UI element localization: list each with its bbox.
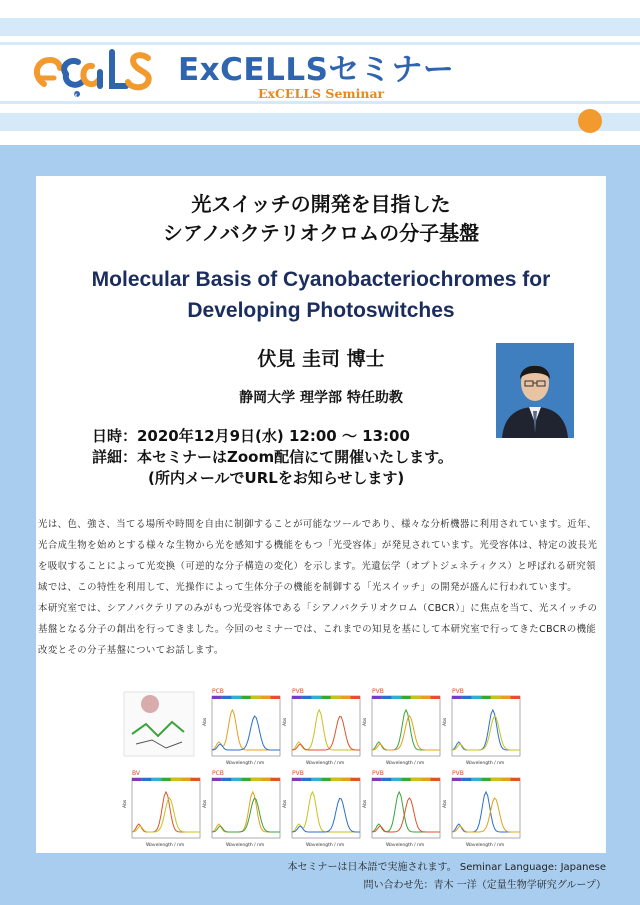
spectrum-color-bar-segment (212, 778, 222, 781)
footer-contact: 問い合わせ先：青木 一洋（定量生物学研究グループ） (363, 880, 606, 891)
absorption-spectra-figure (122, 684, 534, 850)
spectrum-color-bar-segment (292, 778, 302, 781)
spectrum-color-bar-segment (161, 778, 171, 781)
spectrum-color-bar-segment (292, 696, 302, 699)
spectrum-y-axis-label: Abs (203, 799, 208, 808)
spectrum-color-bar-segment (350, 778, 360, 781)
spectrum-panel-label: PCB (212, 770, 224, 777)
spectrum-color-bar-segment (411, 696, 421, 699)
spectrum-color-bar-segment (190, 778, 200, 781)
spectrum-panel-label: PVB (452, 770, 464, 777)
spectrum-color-bar-segment (231, 696, 241, 699)
spectrum-panel-label: PVB (372, 770, 384, 777)
spectrum-color-bar-segment (471, 696, 481, 699)
spectrum-color-bar-segment (471, 778, 481, 781)
spectrum-color-bar-segment (491, 778, 501, 781)
spectrum-color-bar-segment (430, 778, 440, 781)
spectrum-panel-label: PVB (372, 688, 384, 695)
spectrum-color-bar-segment (430, 696, 440, 699)
abstract (38, 514, 604, 661)
spectrum-panel (212, 696, 280, 756)
talk-title-english (36, 264, 606, 326)
spectrum-color-bar-segment (350, 696, 360, 699)
spectrum-x-axis-label: Wavelength / nm (226, 843, 265, 848)
spectrum-color-bar-segment (382, 778, 392, 781)
abstract-paragraph-2: 本研究室では、シアノバクテリアのみがもつ光受容体である「シアノバクテリオクロム（CBCR）」に焦点を当て、光スイッチの基盤となる分子の創出を行ってきました。今回のセミナーでは、これまでの知見を基にして本研究室で行ってきたCBCRの機能改変とその分子基盤についてお話します。 (38, 603, 598, 656)
spectrum-y-axis-label: Abs (363, 799, 368, 808)
spectrum-color-bar-segment (270, 778, 280, 781)
header-stripe-top (0, 18, 640, 36)
spectrum-y-axis-label: Abs (283, 799, 288, 808)
spectrum-color-bar-segment (401, 778, 411, 781)
spectrum-x-axis-label: Wavelength / nm (466, 843, 505, 848)
spectrum-color-bar-segment (151, 778, 161, 781)
spectrum-panel-label: BV (132, 770, 141, 777)
spectrum-x-axis-label: Wavelength / nm (386, 761, 425, 766)
spectrum-color-bar-segment (241, 778, 251, 781)
spectrum-color-bar-segment (261, 778, 271, 781)
talk-title-jp-line1: 光スイッチの開発を目指した (191, 192, 451, 216)
spectrum-color-bar-segment (222, 696, 232, 699)
spectrum-y-axis-label: Abs (443, 717, 448, 726)
event-details (92, 426, 453, 489)
spectrum-color-bar-segment (452, 778, 462, 781)
spectrum-color-bar-segment (382, 696, 392, 699)
spectrum-color-bar-segment (391, 778, 401, 781)
spectrum-color-bar-segment (212, 696, 222, 699)
spectrum-color-bar-segment (421, 696, 431, 699)
spectrum-x-axis-label: Wavelength / nm (306, 843, 345, 848)
spectrum-color-bar-segment (222, 778, 232, 781)
spectrum-color-bar-segment (341, 696, 351, 699)
spectrum-x-axis-label: Wavelength / nm (386, 843, 425, 848)
spectrum-color-bar-segment (462, 778, 472, 781)
spectrum-color-bar-segment (401, 696, 411, 699)
event-url-note: (所内メールでURLをお知らせします) (148, 469, 405, 487)
spectrum-y-axis-label: Abs (123, 799, 128, 808)
spectrum-color-bar-segment (181, 778, 191, 781)
spectrum-color-bar-segment (481, 696, 491, 699)
speaker-name: 伏見 圭司 博士 (257, 348, 385, 370)
spectrum-panel-label: PVB (452, 688, 464, 695)
spectrum-y-axis-label: Abs (283, 717, 288, 726)
spectrum-panel-label: PVB (292, 770, 304, 777)
spectrum-color-bar-segment (171, 778, 181, 781)
spectrum-color-bar-segment (251, 696, 261, 699)
spectrum-y-axis-label: Abs (203, 717, 208, 726)
event-detail: 詳細：本セミナーはZoom配信にて開催いたします。 (92, 448, 453, 466)
spectrum-color-bar-segment (411, 778, 421, 781)
spectrum-color-bar-segment (372, 778, 382, 781)
spectrum-color-bar-segment (481, 778, 491, 781)
spectrum-x-axis-label: Wavelength / nm (146, 843, 185, 848)
spectrum-color-bar-segment (321, 696, 331, 699)
spectrum-color-bar-segment (241, 696, 251, 699)
event-datetime: 日時：2020年12月9日(水) 12:00 ～ 13:00 (92, 427, 410, 445)
spectrum-color-bar-segment (452, 696, 462, 699)
seminar-subtitle: ExCELLS Seminar (258, 86, 385, 101)
speaker-photo (496, 343, 574, 438)
spectrum-color-bar-segment (510, 778, 520, 781)
spectrum-x-axis-label: Wavelength / nm (466, 761, 505, 766)
spectrum-color-bar-segment (321, 778, 331, 781)
spectrum-color-bar-segment (491, 696, 501, 699)
abstract-paragraph-1: 光は、色、強さ、当てる場所や時間を自由に制御することが可能なツールであり、様々な分析機器に利用されています。近年、光合成生物を始めとする様々な生物から光を感知する機能をもつ「光受容体」が発見されています。光受容体は、特定の波長光を吸収することによって光変換（可逆的な分子構造の変化）を示します。光遺伝学（オプトジェネティクス）と呼ばれる研究領域では、この特性を利用して、光操作によって生体分子の機能を制御する「光スイッチ」の開発が盛んに行われています。 (38, 519, 598, 593)
spectrum-color-bar-segment (231, 778, 241, 781)
spectrum-color-bar-segment (311, 778, 321, 781)
spectrum-color-bar-segment (341, 778, 351, 781)
spectrum-color-bar-segment (331, 696, 341, 699)
spectrum-y-axis-label: Abs (363, 717, 368, 726)
svg-text:x: x (74, 92, 78, 99)
spectrum-color-bar-segment (132, 778, 142, 781)
talk-title-jp-line2: シアノバクテリオクロムの分子基盤 (162, 221, 480, 245)
spectrum-color-bar-segment (462, 696, 472, 699)
talk-title-en-line2: Developing Photoswitches (187, 299, 455, 322)
spectrum-x-axis-label: Wavelength / nm (226, 761, 265, 766)
excells-logo (30, 46, 160, 104)
spectrum-color-bar-segment (391, 696, 401, 699)
protein-surface-blob (141, 695, 159, 713)
spectrum-color-bar-segment (311, 696, 321, 699)
spectrum-color-bar-segment (421, 778, 431, 781)
spectrum-color-bar-segment (510, 696, 520, 699)
spectrum-y-axis-label: Abs (443, 799, 448, 808)
spectrum-panel-label: PCB (212, 688, 224, 695)
orange-dot-decoration (578, 109, 602, 133)
talk-title-japanese (36, 190, 606, 248)
spectrum-color-bar-segment (302, 778, 312, 781)
protein-structure-illustration (124, 692, 194, 756)
talk-title-en-line1: Molecular Basis of Cyanobacteriochromes for (91, 268, 551, 291)
spectrum-panel-label: PVB (292, 688, 304, 695)
spectrum-color-bar-segment (261, 696, 271, 699)
spectrum-color-bar-segment (142, 778, 152, 781)
spectrum-color-bar-segment (501, 696, 511, 699)
spectrum-color-bar-segment (302, 696, 312, 699)
speaker-affiliation: 静岡大学 理学部 特任助教 (239, 390, 403, 406)
spectrum-color-bar-segment (270, 696, 280, 699)
spectrum-color-bar-segment (501, 778, 511, 781)
seminar-title: ExCELLSセミナー (178, 52, 455, 88)
header-stripe-bottom (0, 113, 640, 131)
content-card (36, 176, 606, 853)
spectrum-color-bar-segment (251, 778, 261, 781)
spectrum-x-axis-label: Wavelength / nm (306, 761, 345, 766)
spectrum-color-bar-segment (331, 778, 341, 781)
footer-language: 本セミナーは日本語で実施されます。 Seminar Language: Japanese (287, 862, 606, 873)
spectrum-color-bar-segment (372, 696, 382, 699)
